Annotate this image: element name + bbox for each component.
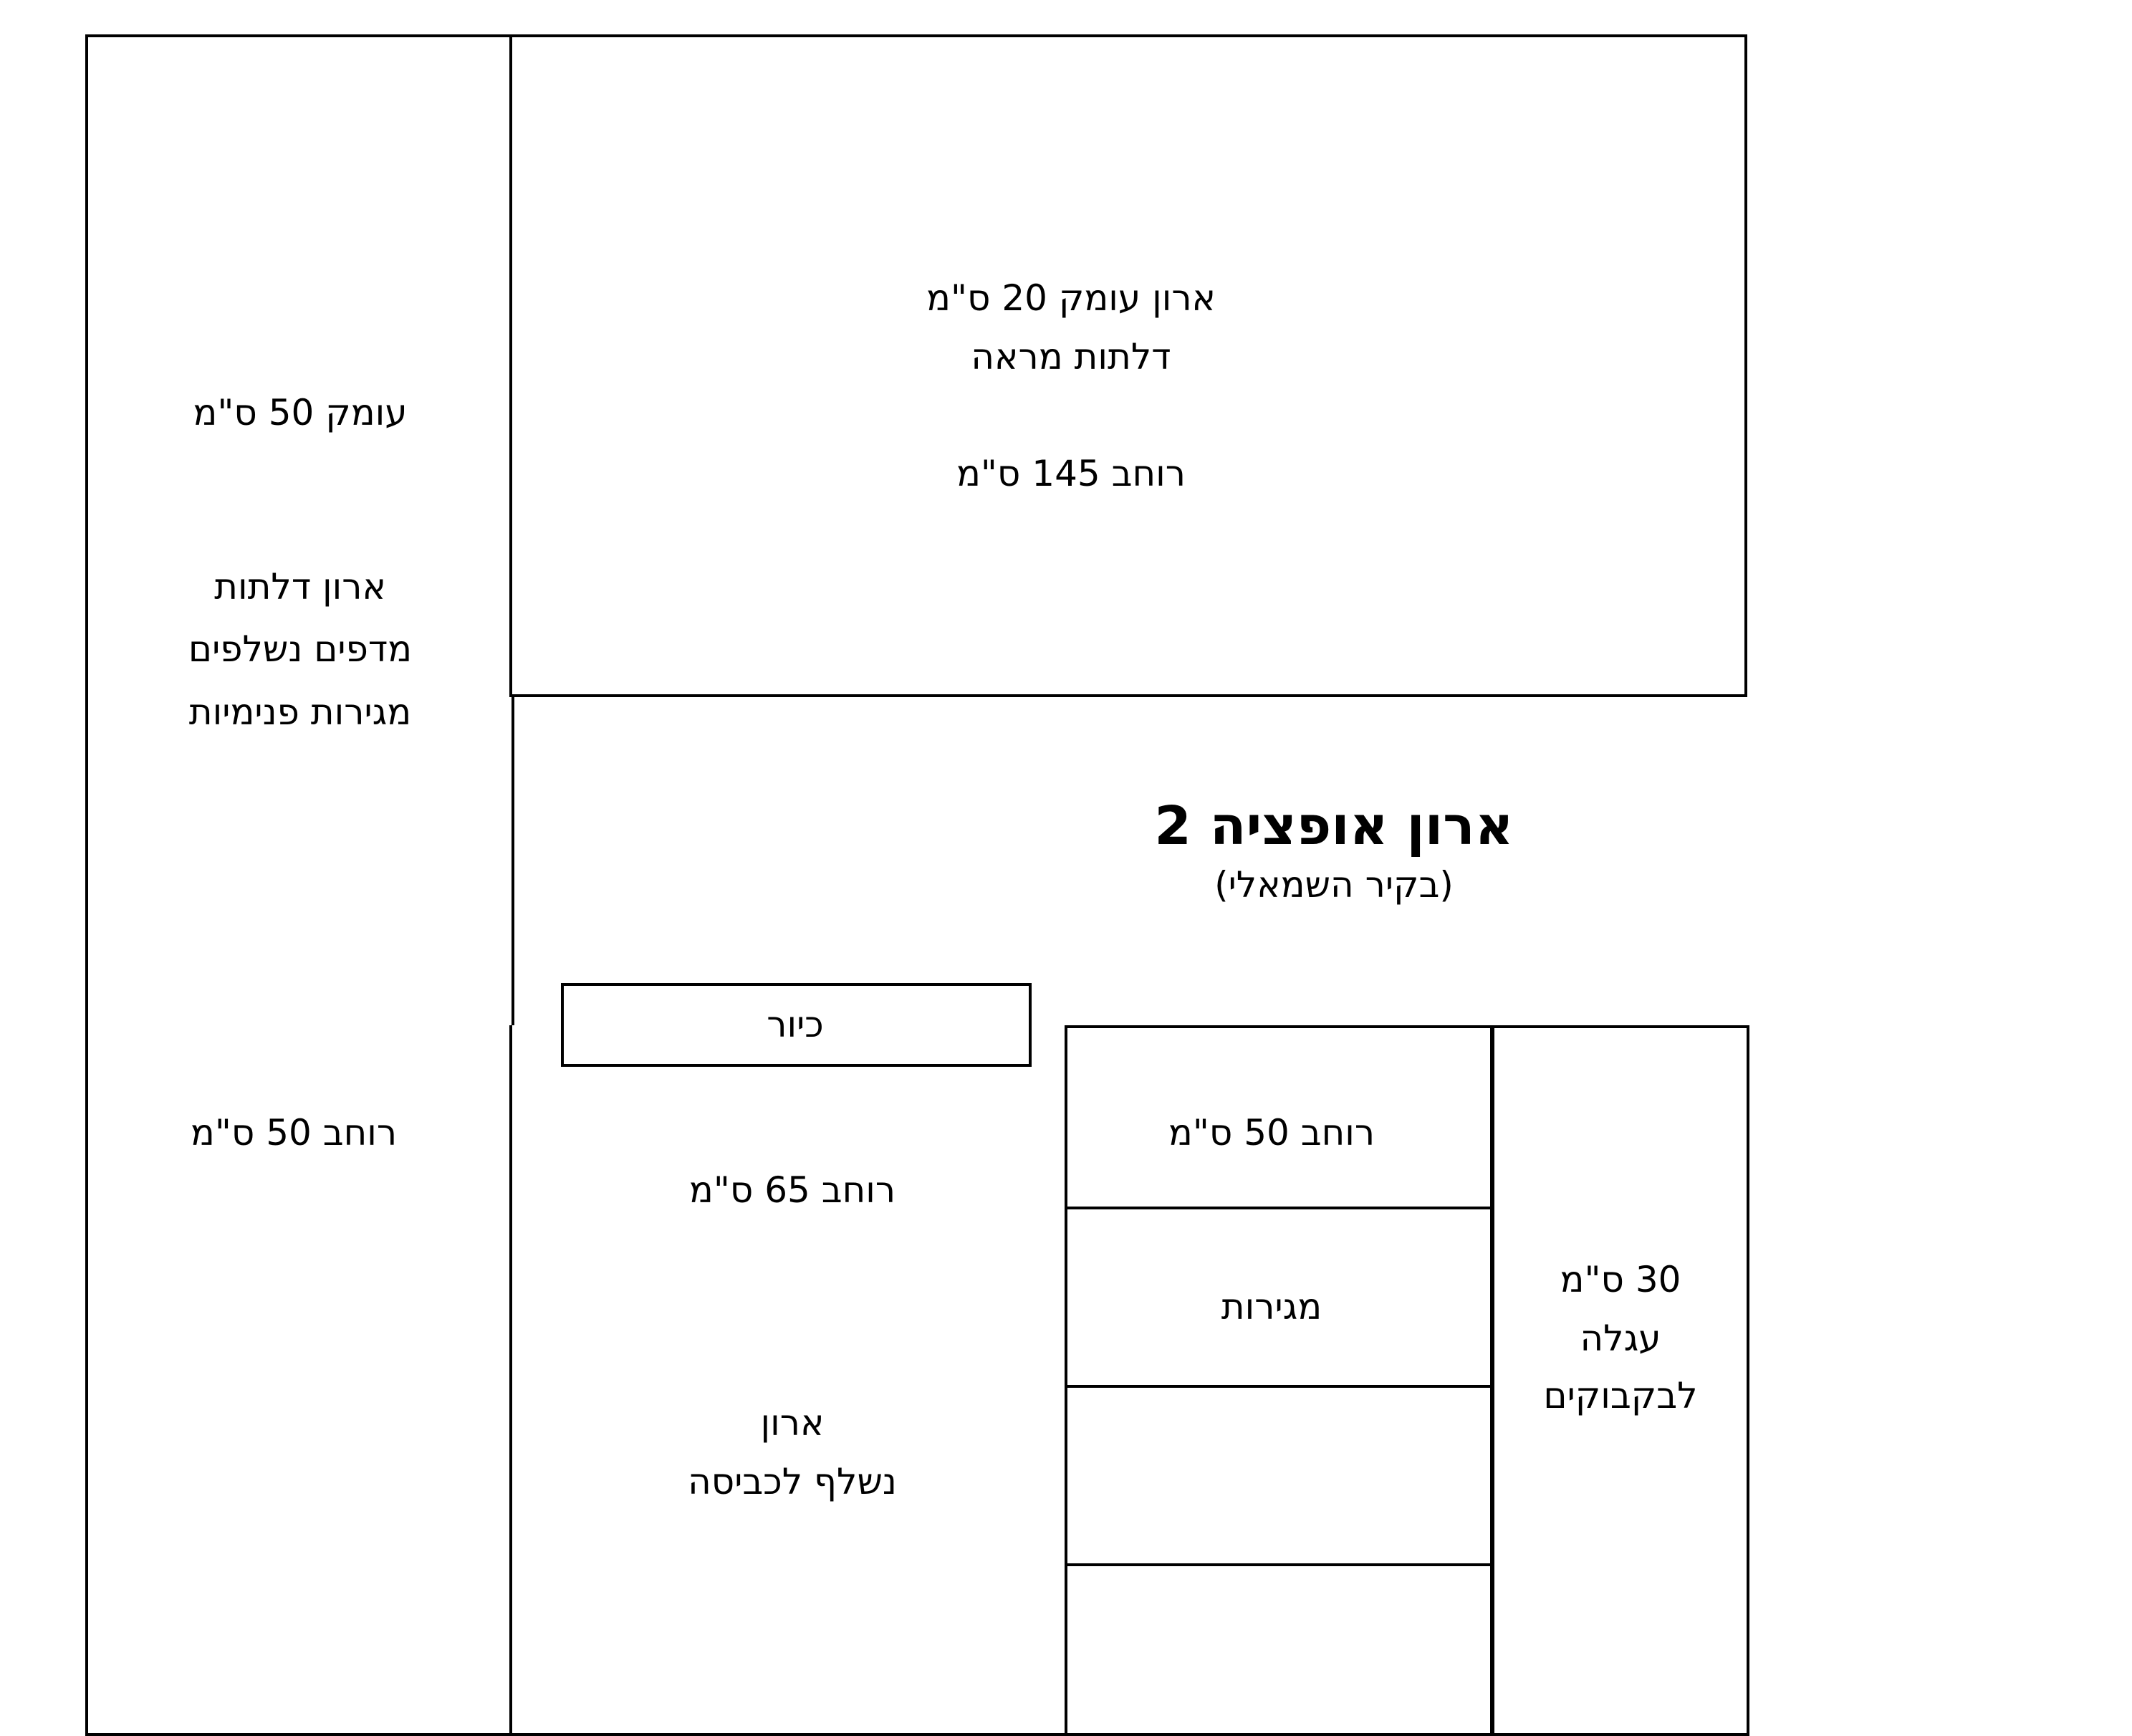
diagram-title: ארון אופציה 2 (1154, 795, 1514, 857)
bottle-cart-line2: לבקבוקים (1543, 1375, 1698, 1416)
sink-cabinet-line1: ארון (760, 1402, 825, 1444)
drawers-cabinet-width: רוחב 50 ס"מ (1168, 1112, 1375, 1154)
left-cabinet-depth: עומק 50 ס"מ (193, 392, 408, 433)
sink-cabinet-width: רוחב 65 ס"מ (688, 1169, 896, 1211)
sink-cabinet (509, 1025, 1070, 1736)
left-cabinet-line3: מגירות פנימיות (188, 691, 412, 733)
top-cabinet-width: רוחב 145 ס"מ (956, 453, 1186, 494)
sink-cabinet-line2: נשלף לכביסה (688, 1461, 897, 1502)
drawers-label: מגירות (1221, 1286, 1322, 1328)
drawer-divider-3 (1065, 1563, 1493, 1566)
drawer-divider-1 (1065, 1207, 1493, 1209)
left-cabinet-width: רוחב 50 ס"מ (190, 1112, 398, 1154)
top-cabinet-line2: דלתות מראה (971, 336, 1171, 378)
bottle-cart-width: 30 ס"מ (1560, 1259, 1681, 1300)
top-cabinet-line1: ארון עומק 20 ס"מ (926, 277, 1216, 319)
diagram-subtitle: (בקיר השמאלי) (1214, 864, 1454, 906)
left-cabinet-line1: ארון דלתות (214, 566, 386, 608)
left-cabinet-line2: מדפים נשלפים (188, 628, 413, 670)
bottle-cart-line1: עגלה (1580, 1318, 1661, 1359)
drawer-divider-2 (1065, 1385, 1493, 1388)
left-tall-cabinet (85, 34, 514, 1736)
sink-label: כיור (767, 1004, 824, 1045)
